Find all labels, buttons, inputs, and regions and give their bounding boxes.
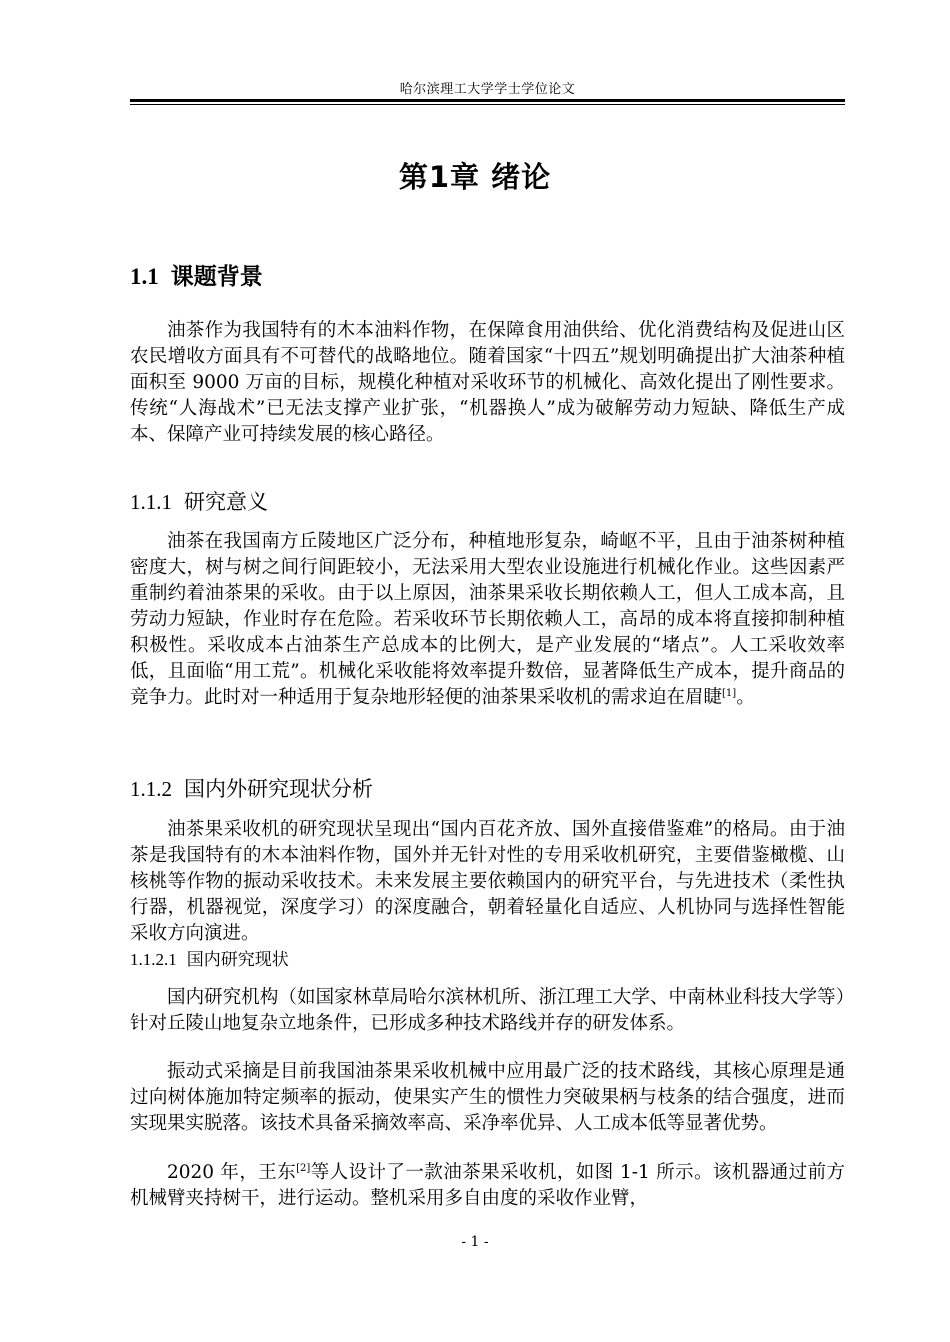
section-title: 国内外研究现状分析: [184, 777, 373, 801]
section-heading-1-1-2-1: [130, 945, 289, 970]
citation-ref[interactable]: [1]: [722, 687, 737, 699]
paragraph-text: 油茶在我国南方丘陵地区广泛分布，种植地形复杂，崎岖不平，且由于油茶树种植密度大，树与树之间行间距较小，无法采用大型农业设施进行机械化作业。这些因素严重制约着油茶果的采收。由于以上原因，油茶果采收长期依赖人工，但人工成本高，且劳动力短缺，作业时存在危险。若采收环节长期依赖人工，高昂的成本将直接抑制种植积极性。采收成本占油茶生产总成本的比例大，是产业发展的“堵点”。人工采收效率低，且面临“用工荒”。机械化采收能将效率提升数倍，显著降低生产成本，提升商品的竞争力。此时对一种适用于复杂地形轻便的油茶果采收机的需求迫在眉睫: [130, 531, 845, 708]
section-heading-1-1-2: [130, 773, 373, 803]
section-title: 国内研究现状: [186, 950, 289, 970]
section-number: 1.1.2: [130, 777, 172, 801]
section-heading-1-1-1: [130, 486, 268, 516]
section-number: 1.1.1: [130, 490, 172, 514]
section-title: 研究意义: [184, 490, 268, 514]
paragraph-wang-dong-machine: [130, 1160, 845, 1212]
section-number: 1.1.2.1: [130, 950, 177, 969]
header-rule-thin: [130, 104, 845, 105]
paragraph-text: 等人设计了一款油茶果采收机，如图 1-1 所示。该机器通过前方机械臂夹持树干，进行运动。整机采用多自由度的采收作业臂，: [130, 1162, 845, 1209]
paragraph-research-status: 油茶果采收机的研究现状呈现出“国内百花齐放、国外直接借鉴难”的格局。由于油茶是我国特有的木本油料作物，国外并无针对性的专用采收机研究，主要借鉴橄榄、山核桃等作物的振动采收技术。未来发展主要依赖国内的研究平台，与先进技术（柔性执行器，机器视觉，深度学习）的深度融合，朝着轻量化自适应、人机协同与选择性智能采收方向演进。: [130, 819, 845, 944]
running-header: 哈尔滨理工大学学士学位论文: [399, 82, 576, 97]
section-number: 1.1: [130, 264, 159, 289]
paragraph-domestic-institutions: 国内研究机构（如国家林草局哈尔滨林机所、浙江理工大学、中南林业科技大学等）针对丘陵山地复杂立地条件，已形成多种技术路线并存的研发体系。: [130, 987, 845, 1034]
header-rule: [130, 99, 845, 102]
section-title: 课题背景: [170, 264, 263, 290]
paragraph-vibration-harvesting: 振动式采摘是目前我国油茶果采收机械中应用最广泛的技术路线，其核心原理是通过向树体施加特定频率的振动，使果实产生的惯性力突破果柄与枝条的结合强度，进而实现果实脱落。该技术具备采摘效率高、采净率优异、人工成本低等显著优势。: [130, 1061, 845, 1134]
paragraph-background: 油茶作为我国特有的木本油料作物，在保障食用油供给、优化消费结构及促进山区农民增收方面具有不可替代的战略地位。随着国家“十四五”规划明确提出扩大油茶种植面积至 9000 万亩的目标，规模化种植对采收环节的机械化、高效化提出了刚性要求。传统“人海战术”已无法支撑产业扩张，“机器换人”成为破解劳动力短缺、降低生产成本、保障产业可持续发展的核心路径。: [130, 320, 845, 445]
paragraph-text: 2020 年，王东: [167, 1162, 297, 1183]
citation-ref[interactable]: [2]: [296, 1162, 311, 1174]
page-number: - 1 -: [461, 1234, 489, 1250]
chapter-title: 第1章 绪论: [398, 160, 552, 194]
paragraph-end: 。: [736, 687, 755, 708]
paragraph-research-significance: [130, 529, 845, 711]
section-heading-1-1: [130, 258, 263, 291]
